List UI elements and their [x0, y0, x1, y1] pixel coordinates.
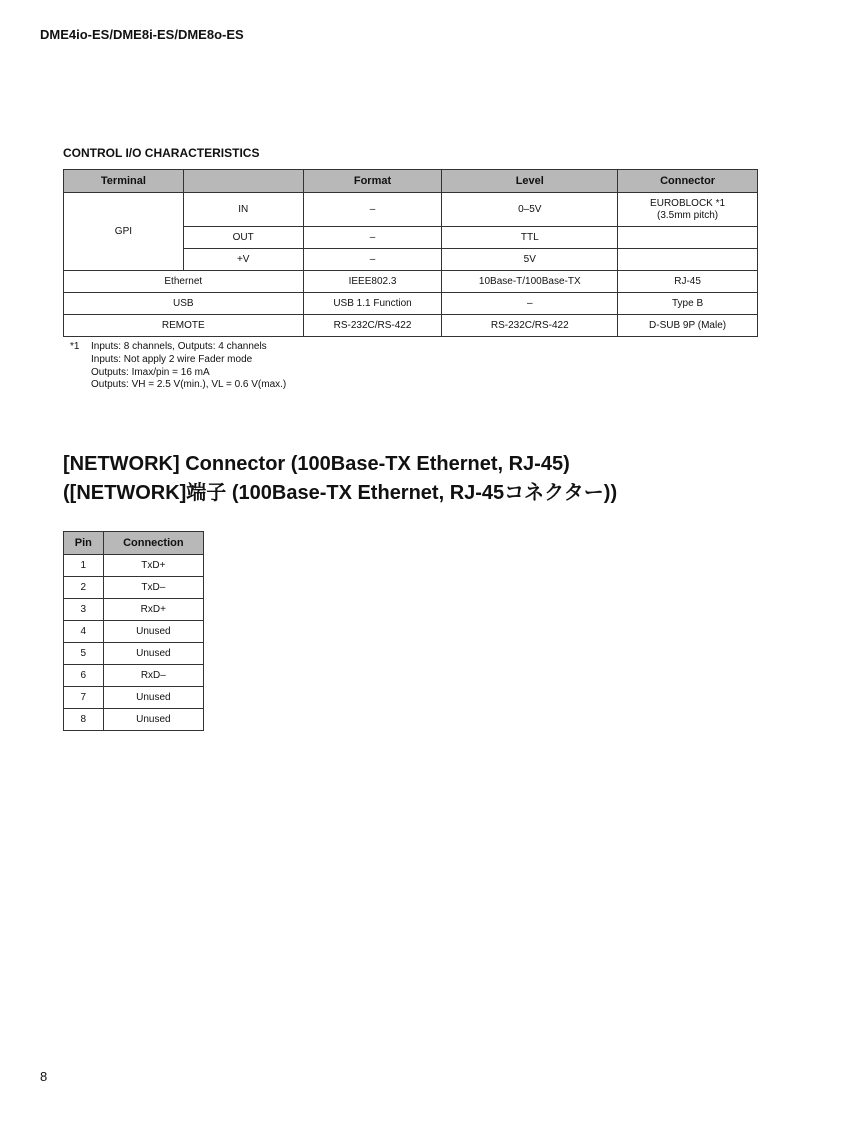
terminal-cell: USB — [64, 293, 304, 315]
table-row — [64, 271, 758, 293]
table-row — [64, 555, 204, 577]
level-cell: 10Base-T/100Base-TX — [442, 271, 618, 293]
column-header-pin: Pin — [64, 532, 104, 555]
level-cell: RS-232C/RS-422 — [442, 315, 618, 337]
gpi-cell: GPI — [64, 193, 184, 271]
column-header-connection: Connection — [103, 532, 203, 555]
network-section-title: [NETWORK] Connector (100Base-TX Ethernet, RJ-45) — [63, 453, 570, 475]
table-row — [64, 687, 204, 709]
column-header-sub — [183, 170, 303, 193]
footnote-mark: *1 — [70, 341, 80, 352]
connection-cell: RxD– — [103, 665, 203, 687]
column-header-terminal: Terminal — [64, 170, 184, 193]
control-io-title: CONTROL I/O CHARACTERISTICS — [63, 146, 260, 160]
table-row — [64, 315, 758, 337]
table-header-row — [64, 170, 758, 193]
level-cell: 0–5V — [442, 193, 618, 227]
table-row — [64, 193, 758, 227]
pin-cell: 5 — [64, 643, 104, 665]
footnote-line: Inputs: 8 channels, Outputs: 4 channels — [91, 341, 267, 352]
format-cell: IEEE802.3 — [303, 271, 442, 293]
table-row — [64, 709, 204, 731]
level-cell: TTL — [442, 227, 618, 249]
pin-cell: 7 — [64, 687, 104, 709]
connector-line: (3.5mm pitch) — [657, 209, 719, 221]
connector-cell: Type B — [618, 293, 758, 315]
table-row — [64, 599, 204, 621]
connection-cell: RxD+ — [103, 599, 203, 621]
column-header-format: Format — [303, 170, 442, 193]
connector-cell — [618, 227, 758, 249]
gpi-sub-cell: +V — [183, 249, 303, 271]
level-cell: 5V — [442, 249, 618, 271]
connector-line: EUROBLOCK *1 — [650, 197, 726, 209]
connection-cell: Unused — [103, 709, 203, 731]
connection-cell: Unused — [103, 643, 203, 665]
connector-cell: D-SUB 9P (Male) — [618, 315, 758, 337]
footnote-line: Outputs: Imax/pin = 16 mA — [91, 366, 210, 378]
connection-cell: Unused — [103, 621, 203, 643]
gpi-sub-cell: IN — [183, 193, 303, 227]
connection-cell: Unused — [103, 687, 203, 709]
document-header-model: DME4io-ES/DME8i-ES/DME8o-ES — [40, 27, 244, 42]
footnote-line: Inputs: Not apply 2 wire Fader mode — [91, 353, 253, 365]
page-number: 8 — [40, 1069, 48, 1084]
table-row — [64, 621, 204, 643]
connection-cell: TxD+ — [103, 555, 203, 577]
connector-cell: RJ-45 — [618, 271, 758, 293]
table-row — [64, 577, 204, 599]
format-cell: RS-232C/RS-422 — [303, 315, 442, 337]
pin-cell: 3 — [64, 599, 104, 621]
level-cell: – — [442, 293, 618, 315]
pin-cell: 4 — [64, 621, 104, 643]
table-row — [64, 643, 204, 665]
pin-cell: 2 — [64, 577, 104, 599]
table-header-row — [64, 532, 204, 555]
footnotes — [70, 341, 286, 392]
footnote-line: Outputs: VH = 2.5 V(min.), VL = 0.6 V(max.) — [91, 379, 287, 391]
column-header-connector: Connector — [618, 170, 758, 193]
format-cell: – — [303, 193, 442, 227]
connector-cell — [618, 249, 758, 271]
pin-cell: 6 — [64, 665, 104, 687]
format-cell: – — [303, 249, 442, 271]
table-row — [64, 293, 758, 315]
pin-cell: 1 — [64, 555, 104, 577]
format-cell: USB 1.1 Function — [303, 293, 442, 315]
pin-cell: 8 — [64, 709, 104, 731]
connection-cell: TxD– — [103, 577, 203, 599]
connector-cell — [618, 193, 758, 227]
network-pin-table — [63, 531, 204, 731]
terminal-cell: REMOTE — [64, 315, 304, 337]
network-section-title-jp: ([NETWORK]端子 (100Base-TX Ethernet, RJ-45コネクター)) — [63, 482, 618, 504]
column-header-level: Level — [442, 170, 618, 193]
table-row — [64, 665, 204, 687]
terminal-cell: Ethernet — [64, 271, 304, 293]
gpi-sub-cell: OUT — [183, 227, 303, 249]
control-io-table — [63, 169, 758, 337]
format-cell: – — [303, 227, 442, 249]
